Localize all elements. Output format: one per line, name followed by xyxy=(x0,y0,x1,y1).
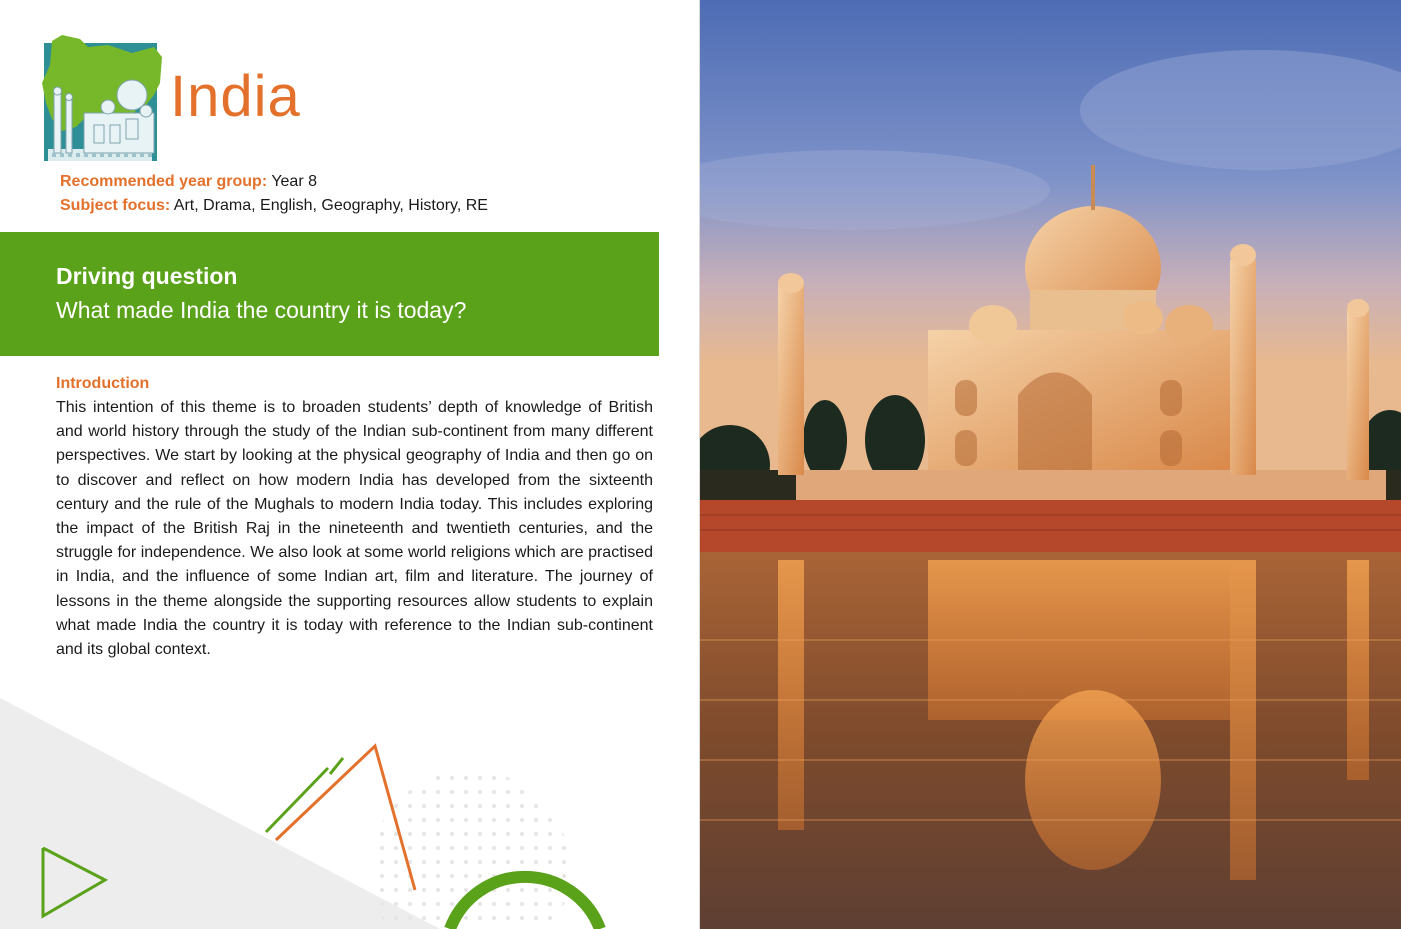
decorative-shapes xyxy=(0,690,699,929)
introduction-body: This intention of this theme is to broaden students’ depth of knowledge of British and world history through the study of the Indian sub-continent from many different perspectives. We start by looking at the physical geography of India and then go on to discover and reflect on how modern India has developed from the sixteenth century and the rule of the Mughals to modern India today. This includes exploring the impact of the British Raj in the nineteenth and twentieth centuries, and the struggle for independence. We also look at some world religions which are practised in India, and the influence of some Indian art, film and literature. The journey of lessons in the theme alongside the supporting resources allow students to explain what made India the country it is today with reference to the Indian sub-continent and its global context. xyxy=(56,399,653,659)
taj-mahal-photo xyxy=(700,0,1401,929)
india-map-mosque-logo-icon xyxy=(42,35,162,161)
year-group-label: Recommended year group: xyxy=(60,173,268,190)
driving-question-heading: Driving question xyxy=(56,263,238,289)
driving-question-banner xyxy=(0,232,659,356)
subject-focus-line xyxy=(60,196,488,215)
page-title: India xyxy=(170,64,301,129)
driving-question-text: What made India the country it is today? xyxy=(56,297,467,323)
subject-focus-label: Subject focus: xyxy=(60,197,171,214)
document-page xyxy=(0,0,699,929)
year-group-line xyxy=(60,172,317,191)
introduction-heading: Introduction xyxy=(56,375,150,392)
year-group-value: Year 8 xyxy=(271,173,317,190)
subject-focus-value: Art, Drama, English, Geography, History, RE xyxy=(173,197,488,214)
